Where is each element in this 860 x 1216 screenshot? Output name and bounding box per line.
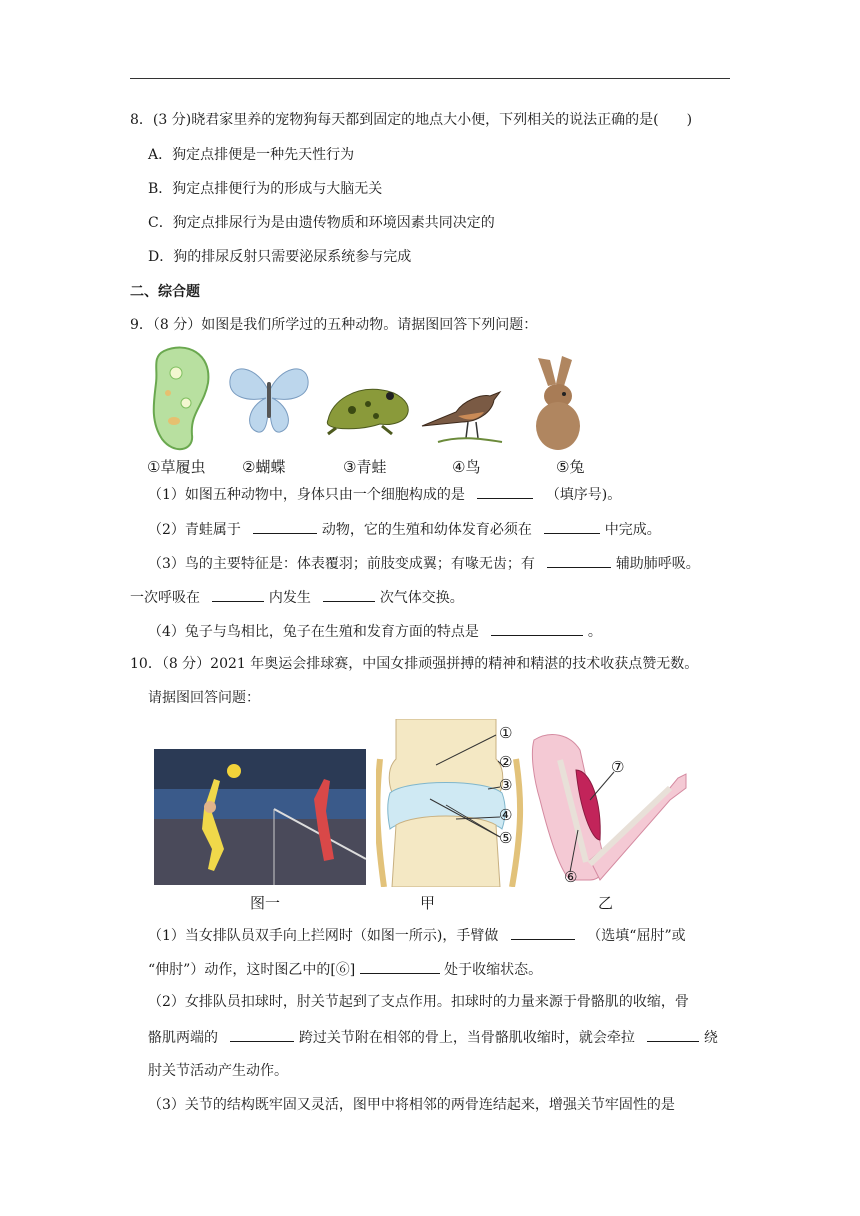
paramecium-image: [146, 343, 216, 453]
q8-option-b: B．狗定点排便行为的形成与大脑无关: [148, 181, 383, 197]
q10-p2-text-c: 跨过关节附在相邻的骨上，当骨骼肌收缩时，就会牵拉: [298, 1030, 635, 1046]
q9-p2-blank-1: [253, 518, 317, 534]
q9-p2-text-a: （2）青蛙属于: [148, 522, 241, 538]
q10-p1-blank-2: [360, 958, 440, 974]
q9-p3-text-e: 次气体交换。: [379, 590, 464, 606]
q9-p3-blank-2: [212, 586, 264, 602]
caption-bird: ④鸟: [452, 458, 481, 476]
joint-label-4: ④: [499, 806, 513, 824]
caption-rabbit: ⑤兔: [556, 458, 585, 476]
q10-part-1-cont: [148, 958, 542, 980]
q10-part-2-end: 肘关节活动产生动作。: [148, 1063, 288, 1079]
q10-part-2: （2）女排队员扣球时，肘关节起到了支点作用。扣球时的力量来源于骨骼肌的收缩，骨: [148, 994, 689, 1010]
figure-yi-caption: 乙: [598, 894, 614, 912]
q8-stem: 8．(3 分)晓君家里养的宠物狗每天都到固定的地点大小便，下列相关的说法正确的是( ): [130, 112, 693, 128]
q8-option-a: A．狗定点排便是一种先天性行为: [148, 147, 355, 163]
butterfly-image: [228, 362, 310, 436]
volleyball-photo: [154, 749, 366, 885]
q9-part-3: [148, 552, 700, 574]
q9-p4-blank: [491, 620, 583, 636]
q10-part-1: [148, 924, 686, 946]
q8-option-d: D．狗的排尿反射只需要泌尿系统参与完成: [148, 249, 412, 265]
q9-p4-text-b: 。: [587, 624, 602, 640]
q10-stem: 10．（8 分）2021 年奥运会排球赛，中国女排顽强拼搏的精神和精湛的技术收获点赞无数。: [130, 656, 699, 672]
q10-p2-text-b: 骼肌两端的: [148, 1030, 218, 1046]
section-title: 二、综合题: [130, 284, 200, 300]
figure-jia-caption: 甲: [420, 894, 436, 912]
q9-part-4: [148, 620, 602, 642]
q10-stem-2: 请据图回答问题：: [148, 690, 260, 706]
q9-p1-text-a: （1）如图五种动物中，身体只由一个细胞构成的是: [148, 487, 465, 503]
caption-butterfly: ②蝴蝶: [242, 458, 286, 476]
rabbit-image: [522, 356, 592, 452]
caption-frog: ③青蛙: [343, 458, 387, 476]
q9-part-3-cont: [130, 586, 464, 608]
joint-label-5: ⑤: [499, 829, 513, 847]
figure-1-caption: 图一: [250, 894, 281, 912]
q9-p1-blank: [477, 483, 533, 499]
q9-p3-text-d: 内发生: [268, 590, 311, 606]
q9-p3-blank-3: [323, 586, 375, 602]
q9-part-1: [148, 483, 621, 505]
q9-p3-text-b: 辅助肺呼吸。: [615, 556, 700, 572]
q10-p2-text-d: 绕: [703, 1030, 718, 1046]
q8-option-c: C．狗定点排尿行为是由遗传物质和环境因素共同决定的: [148, 215, 495, 231]
q9-p3-text-c: 一次呼吸在: [130, 590, 200, 606]
q10-p1-blank-1: [511, 924, 575, 940]
q10-p1-text-d: 处于收缩状态。: [444, 962, 543, 978]
joint-diagram: [376, 719, 524, 887]
caption-paramecium: ①草履虫: [147, 458, 206, 476]
q9-stem: 9．（8 分）如图是我们所学过的五种动物。请据图回答下列问题：: [130, 317, 538, 333]
frog-image: [322, 376, 414, 436]
q9-part-2: [148, 518, 661, 540]
q10-p1-text-a: （1）当女排队员双手向上拦网时（如图一所示)，手臂做: [148, 928, 499, 944]
q9-p2-text-b: 动物，它的生殖和幼体发育必须在: [321, 522, 532, 538]
q9-p3-text-a: （3）鸟的主要特征是：体表覆羽；前肢变成翼；有喙无齿；有: [148, 556, 535, 572]
q10-p2-blank-2: [647, 1026, 699, 1042]
q9-p2-blank-2: [544, 518, 600, 534]
q10-p2-blank-1: [230, 1026, 294, 1042]
arm-label-7: ⑦: [611, 758, 625, 776]
arm-diagram: [530, 730, 690, 890]
q10-part-2-cont: [148, 1026, 718, 1048]
joint-label-1: ①: [499, 724, 513, 742]
q9-p4-text-a: （4）兔子与鸟相比，兔子在生殖和发育方面的特点是: [148, 624, 479, 640]
joint-label-3: ③: [499, 776, 513, 794]
q10-p1-text-c: “伸肘”）动作，这时图乙中的[⑥]: [148, 962, 356, 978]
q10-part-3: （3）关节的结构既牢固又灵活，图甲中将相邻的两骨连结起来，增强关节牢固性的是: [148, 1097, 675, 1113]
q9-p1-text-b: （填序号)。: [545, 487, 622, 503]
header-rule: [130, 78, 730, 79]
q10-p1-text-b: （选填“屈肘”或: [587, 928, 686, 944]
bird-image: [418, 382, 506, 446]
joint-label-2: ②: [499, 753, 513, 771]
q9-p2-text-c: 中完成。: [604, 522, 661, 538]
q9-p3-blank-1: [547, 552, 611, 568]
arm-label-6: ⑥: [564, 868, 578, 886]
